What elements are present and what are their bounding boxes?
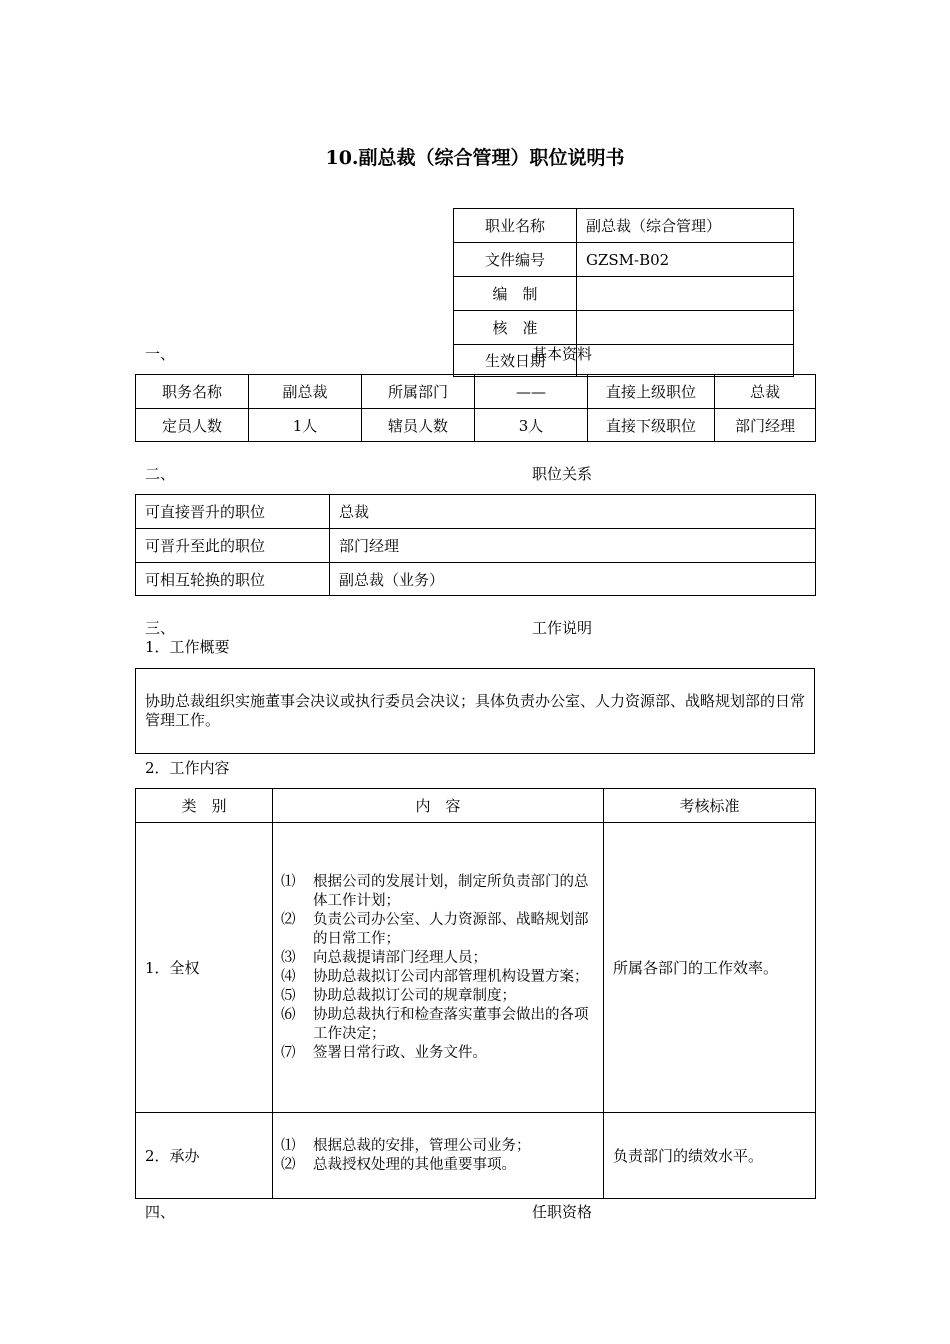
summary-text: 协助总裁组织实施董事会决议或执行委员会决议；具体负责办公室、人力资源部、战略规划部的日常管理工作。	[136, 669, 815, 754]
basic-cell: 直接下级职位	[588, 409, 715, 442]
item-text: 负责公司办公室、人力资源部、战略规划部的日常工作；	[313, 911, 589, 947]
item-number: ⑷	[281, 968, 296, 985]
meta-table	[453, 208, 794, 377]
relation-label: 可直接晋升的职位	[136, 495, 330, 529]
basic-cell: ——	[475, 375, 588, 409]
meta-label: 核 准	[454, 311, 577, 345]
content-list	[281, 873, 595, 1063]
basic-cell: 辖员人数	[362, 409, 475, 442]
item-text: 协助总裁拟订公司的规章制度；	[313, 987, 516, 1004]
list-item	[281, 1006, 595, 1044]
basic-cell: 直接上级职位	[588, 375, 715, 409]
section-number: 四、	[145, 1203, 176, 1221]
item-text: 根据总裁的安排，管理公司业务；	[313, 1137, 531, 1154]
relation-value: 部门经理	[330, 529, 816, 563]
section-title: 职位关系	[532, 465, 593, 483]
list-item	[281, 1044, 595, 1063]
section-number: 二、	[145, 465, 176, 483]
column-header: 内 容	[273, 789, 604, 823]
list-item	[281, 1156, 595, 1175]
relation-label: 可相互轮换的职位	[136, 563, 330, 596]
section-title: 任职资格	[532, 1203, 593, 1221]
item-number: ⑵	[281, 911, 296, 928]
section-number: 三、	[145, 619, 176, 637]
table-row	[136, 823, 816, 1113]
item-text: 总裁授权处理的其他重要事项。	[313, 1156, 516, 1173]
summary-table	[135, 668, 815, 754]
subsection-heading: 1．工作概要	[145, 638, 230, 656]
basic-cell: 3人	[475, 409, 588, 442]
basic-cell: 定员人数	[136, 409, 249, 442]
basic-cell: 总裁	[715, 375, 816, 409]
meta-value: 副总裁（综合管理）	[577, 209, 794, 243]
item-text: 根据公司的发展计划，制定所负责部门的总体工作计划；	[313, 873, 589, 909]
section-title: 工作说明	[532, 619, 593, 637]
list-item	[281, 1137, 595, 1156]
column-header: 类 别	[136, 789, 273, 823]
basic-cell: 职务名称	[136, 375, 249, 409]
basic-cell: 所属部门	[362, 375, 475, 409]
list-item	[281, 949, 595, 968]
list-item	[281, 873, 595, 911]
item-number: ⑵	[281, 1156, 296, 1173]
item-number: ⑶	[281, 949, 296, 966]
basic-cell: 1人	[249, 409, 362, 442]
basic-cell: 部门经理	[715, 409, 816, 442]
subsection-heading: 2．工作内容	[145, 759, 230, 777]
work-content-table	[135, 788, 816, 1199]
list-item	[281, 911, 595, 949]
meta-label: 职业名称	[454, 209, 577, 243]
content-cell	[273, 823, 604, 1113]
meta-label: 生效日期	[454, 345, 577, 377]
standard-cell: 所属各部门的工作效率。	[604, 823, 816, 1113]
meta-label: 文件编号	[454, 243, 577, 277]
page-title: 10.副总裁（综合管理）职位说明书	[325, 147, 625, 169]
meta-value: GZSM-B02	[577, 243, 794, 277]
item-text: 协助总裁拟订公司内部管理机构设置方案；	[313, 968, 589, 985]
relation-value: 总裁	[330, 495, 816, 529]
item-text: 签署日常行政、业务文件。	[313, 1044, 487, 1061]
content-list	[281, 1137, 595, 1175]
relation-label: 可晋升至此的职位	[136, 529, 330, 563]
item-text: 向总裁提请部门经理人员；	[313, 949, 487, 966]
item-number: ⑴	[281, 873, 296, 890]
list-item	[281, 987, 595, 1006]
basic-cell: 副总裁	[249, 375, 362, 409]
section-title: 基本资料	[532, 345, 593, 363]
meta-value	[577, 345, 794, 377]
content-cell	[273, 1113, 604, 1199]
basic-info-table	[135, 374, 816, 442]
item-number: ⑹	[281, 1006, 296, 1023]
category-cell: 1．全权	[136, 823, 273, 1113]
item-number: ⑺	[281, 1044, 296, 1061]
section-number: 一、	[145, 345, 176, 363]
meta-label: 编 制	[454, 277, 577, 311]
relations-table	[135, 494, 816, 596]
column-header: 考核标准	[604, 789, 816, 823]
item-text: 协助总裁执行和检查落实董事会做出的各项工作决定；	[313, 1006, 589, 1042]
relation-value: 副总裁（业务）	[330, 563, 816, 596]
list-item	[281, 968, 595, 987]
item-number: ⑴	[281, 1137, 296, 1154]
standard-cell: 负责部门的绩效水平。	[604, 1113, 816, 1199]
item-number: ⑸	[281, 987, 296, 1004]
meta-value	[577, 311, 794, 345]
table-row	[136, 1113, 816, 1199]
category-cell: 2．承办	[136, 1113, 273, 1199]
meta-value	[577, 277, 794, 311]
